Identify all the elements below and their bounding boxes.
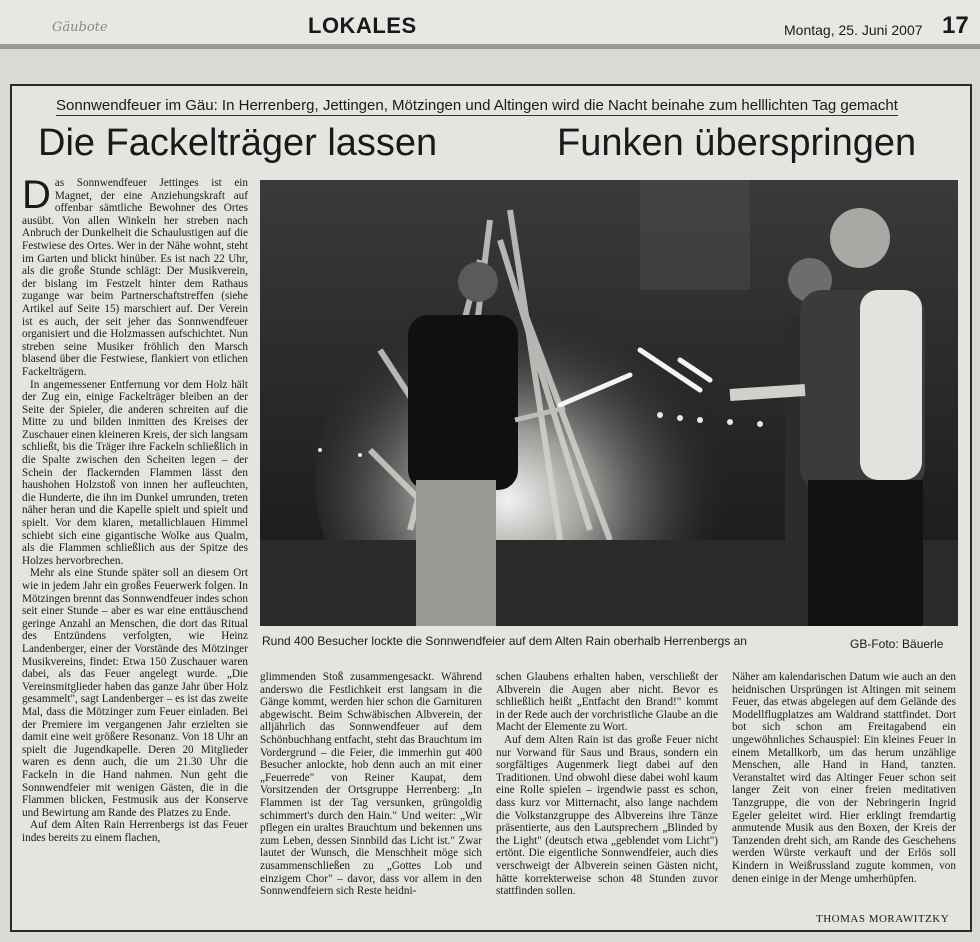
photo-credit: GB-Foto: Bäuerle xyxy=(850,637,944,651)
section-name: LOKALES xyxy=(308,13,417,38)
handwritten-note: Gäubote xyxy=(52,20,108,35)
issue-date: Montag, 25. Juni 2007 xyxy=(784,22,923,38)
paragraph: Näher am kalendarischen Datum wie auch an den heidnischen Ursprüngen ist Altingen mit seinem Feuer, das etwas abgelegen auf dem Gelände des Modellflugplatzes am Waldrand stattfindet. Dort bot sich schon am Freitagabend ein ungewöhnliches Schauspiel: Ein kleines Feuer in einem Metallkorb, um das herum unzählige Menschen, alle Hand in Hand, tanzten. Veranstaltet wird das Altinger Feuer schon seit langer Zeit von einer freien meditativen Tanzgruppe, die von der Nebringerin Ingrid Egeler geleitet wird. Hier erklingt fremdartig anmutende Musik aus den Boxen, der Kreis der Tanzenden dreht sich, am Rande des Geschehens werden Würste verkauft und der Erlös soll Kindern in Weißrussland zugute kommen, von denen einige in der Menge umherhüpfen. xyxy=(732,671,956,885)
headline-left: Die Fackelträger lassen xyxy=(38,122,438,164)
article-column-4 xyxy=(732,671,956,885)
paragraph: schen Glaubens erhalten haben, verschließt der Albverein die Augen aber nicht. Bevor es schließlich heißt „Entfacht den Brand!" kommt in der Rede auch der vorchristliche Glaube an die Macht der Elemente zu Wort. xyxy=(496,671,718,734)
article-column-1 xyxy=(22,173,248,844)
dropcap: D xyxy=(22,173,51,217)
paragraph: glimmenden Stoß zusammengesackt. Während anderswo die Festlichkeit erst langsam in die Gänge kommt, werden hier schon die Garnituren abgewischt. Beim Schwäbischen Albverein, der alljährlich das Sonnwendfeuer auf dem Schönbuchhang entfacht, steht das Brauchtum im Vordergrund – die Feier, die immerhin gut 400 Besucher anlockte, hob denn auch an mit einer „Feuerrede" von Reiner Kaupat, dem Vorsitzenden der Ortsgruppe Herrenberg: „In Flammen ist der Tag versunken, grüngoldig schimmert's durch den Hain." Und weiter: „Wir pflegen ein uraltes Brauchtum und bekennen uns zum Leben, dessen Sinnbild das Licht ist." Zwar lautet der Wunsch, die Menschheit möge sich zusammenschließen zu „Gottes Lob und einzigem Chor" – davor, dass vor allem in den Sonnwendfeiern sich Reste heidni- xyxy=(260,671,482,898)
headline-right: Funken überspringen xyxy=(557,122,917,164)
page-number: 17 xyxy=(942,12,969,39)
paragraph: In angemessener Entfernung vor dem Holz hält der Zug ein, einige Fackelträger bleiben an der Seite der Spieler, die anderen schreiten auf die Mitte zu und bilden inmitten des Kreises der Zuschauer einen kleineren Kreis, der sich langsam schließt, bis die Träger ihre Fackeln schließlich in die Spalte zwischen den Scheiten legen – der Schein der flackernden Flammen lässt den haushohen Holzstoß von innen her aufleuchten, die Hunderte, die ihn im Dunkel umrunden, treten näher heran und die Kapelle spielt und spielt und spielt. Vor dem klaren, metallicblauen Himmel schiebt sich eine gigantische Wolke aus Qualm, als die Flammen schließlich aus der Spitze des Holzes hervorbrechen. xyxy=(22,378,248,567)
paragraph: as Sonnwendfeuer Jettinges ist ein Magnet, der eine Anziehungskraft auf offenbar sämtliche Bewohner des Ortes ausübt. Von allen Winkeln her streben nach Anbruch der Dunkelheit die Schaulustigen auf die Festwiese des Ortes. Wer in der Nähe wohnt, steht im Garten und blickt hinüber. Es ist nach 22 Uhr, als die große Stunde schlägt: Der Musikverein, der bislang im Festzelt hinter dem Rathaus zugange war beim Partnerschaftstreffen (siehe Artikel auf Seite 15) marschiert auf. Der Verein ist es auch, der seit jeher das Sonnwendfeuer organisiert und die Holzmassen aufschichtet. Nun streben seine Musiker fröhlich den Marsch blasend über die Festwiese, flankiert von etlichen Fackelträgern. xyxy=(22,177,248,378)
paragraph: Auf dem Alten Rain ist das große Feuer nicht nur Vorwand für Saus und Braus, sondern ein sorgfältiges Augenmerk liegt dabei auf den Traditionen. Und obwohl diese dabei wohl kaum eine Rolle spielen – irgendwie passt es schon, dass kurz vor Mitternacht, also lange nachdem die Volkstanzgruppe des Albvereins ihre Tänze präsentierte, aus den Lautsprechern „Blinded by the Light" (deutsch etwa „geblendet vom Licht") ertönt. Die eigentliche Sonnwendfeier, auch dies verschweigt der Albverein seinen Gästen nicht, hätte korrekterweise schon 48 Stunden zuvor stattfinden sollen. xyxy=(496,733,718,898)
article-photo xyxy=(260,180,958,626)
paragraph: Mehr als eine Stunde später soll an diesem Ort wie in jedem Jahr ein großes Feuerwerk folgen. In Mötzingen brennt das Sonnwendfeuer indes schon seit einer Stunde – aber es war eine enttäuschend geringe Anzahl an Menschen, die dort das Ritual des Entzündens verfolgten, wie Heinz Landenberger, einer der Vorstände des Mötzinger Musikvereins, findet: Etwa 150 Zuschauer waren dabei, als das Feuer angelegt wurde. „Die Vereinsmitglieder haben das ganze Jahr über Holz gesammelt", sagt Landenberger – es ist das zweite Mal, dass die Mötzinger zum Feuer einladen. Bei der Premiere im vergangenen Jahr erzielten sie damit eine weit größere Resonanz. Von 18 Uhr an spielt die Jugendkapelle. Deren 20 Mitglieder waren es denn auch, die um 21.30 Uhr die Fackeln in die Hand nahmen. Nun geht die Sonnwendfeier mit wenigen Gästen, die in die Flammen blicken, Festmusik aus der Konserve und Bewirtung am Rande des Platzes zu Ende. xyxy=(22,567,248,819)
header-rule xyxy=(0,44,980,49)
paragraph: Auf dem Alten Rain Herrenbergs ist das Feuer indes bereits zu einem flachen, xyxy=(22,819,248,844)
article-column-2 xyxy=(260,671,482,898)
article-kicker: Sonnwendfeuer im Gäu: In Herrenberg, Jettingen, Mötzingen und Altingen wird die Nacht beinahe zum helllichten Tag gemacht xyxy=(56,97,898,114)
author-byline: THOMAS MORAWITZKY xyxy=(816,913,950,925)
photo-caption: Rund 400 Besucher lockte die Sonnwendfeier auf dem Alten Rain oberhalb Herrenbergs an xyxy=(262,634,747,648)
bonfire-photo-illustration xyxy=(260,180,958,626)
article-column-3 xyxy=(496,671,718,898)
